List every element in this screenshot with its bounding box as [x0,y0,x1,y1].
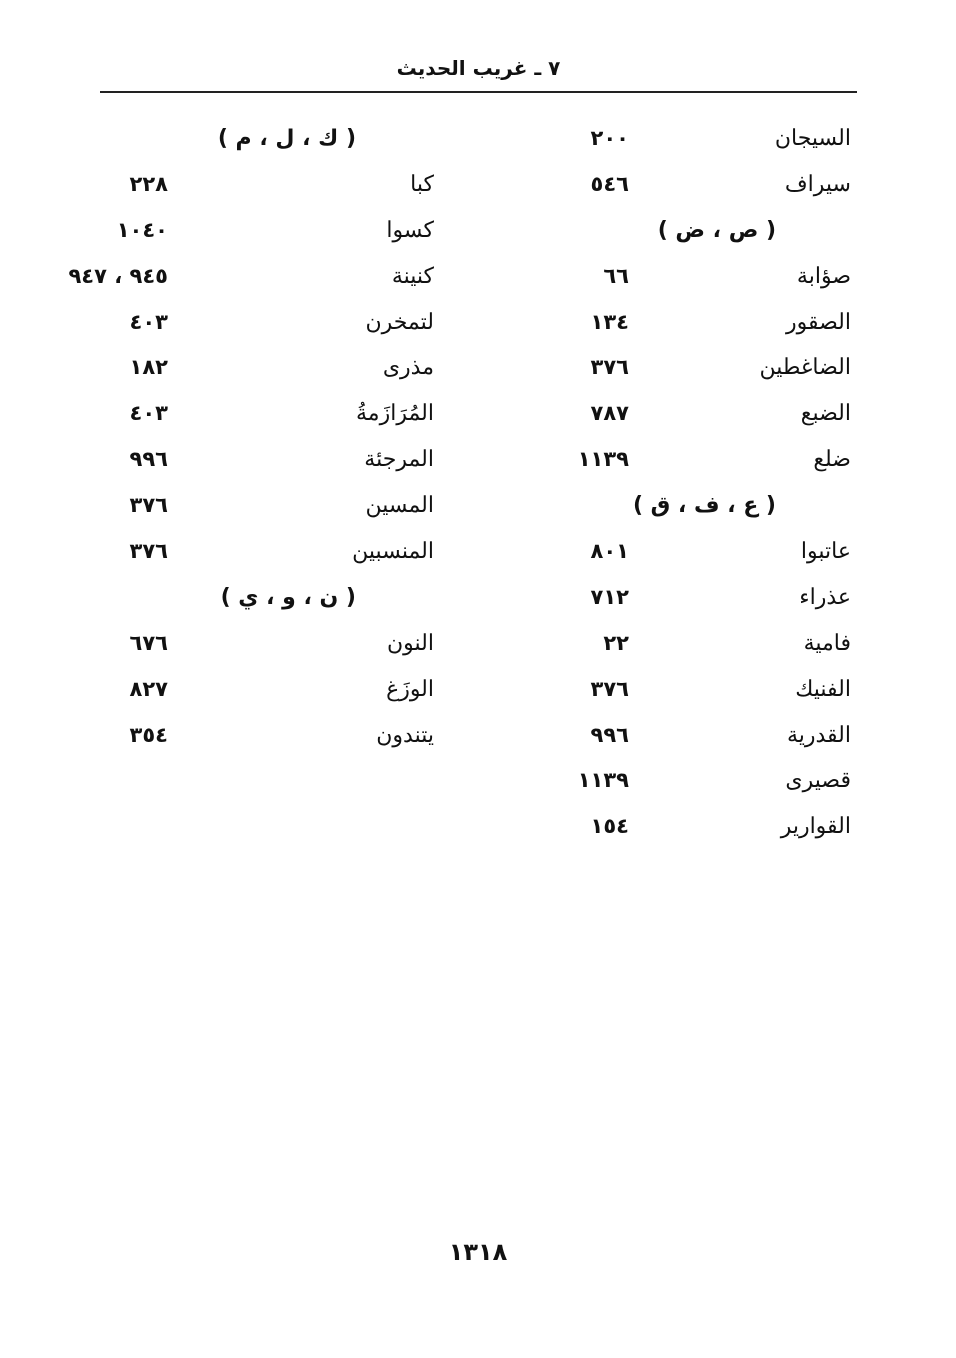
index-term: المُرَازَمةُ [356,401,434,427]
index-section-row [94,575,434,621]
index-entry [94,529,434,575]
index-page-reference: ٩٩٦ [129,447,168,472]
index-page-reference: ٤٠٣ [129,309,168,334]
index-term: الفنيك [795,676,851,702]
index-section-row [551,483,851,529]
index-term: فامية [803,630,851,656]
index-term: الصقور [785,309,851,335]
index-entry [551,437,851,483]
index-term: المرجئة [364,447,434,473]
index-column-left [68,116,434,758]
index-entry [551,621,851,667]
index-page-reference: ٥٤٦ [590,171,629,196]
index-entry [551,254,851,300]
index-entry [551,713,851,759]
index-term: عاتبوا [800,539,851,565]
index-page-reference: ٧١٢ [590,584,629,609]
index-term: لتمخرن [365,309,434,335]
index-term: المسين [365,493,434,519]
index-page-reference: ١٠٤٠ [116,217,168,242]
index-page-reference: ٩٩٦ [590,722,629,747]
index-term: يتندون [376,722,434,748]
index-page-reference: ٢٢ [603,630,629,655]
index-page-reference: ٤٠٣ [129,401,168,426]
index-page-reference: ٣٧٦ [590,355,629,380]
index-entry [551,804,851,850]
index-entry [551,575,851,621]
section-heading: ( ص ، ض ) [657,217,776,243]
index-page-reference: ٨٠١ [590,539,629,564]
index-section-row [94,116,434,162]
index-entry [94,483,434,529]
section-heading: ( ن ، و ، ي ) [220,584,356,610]
index-page-reference: ١٨٢ [129,355,168,380]
index-entry [551,345,851,391]
index-entry [551,300,851,346]
index-page-reference: ٣٧٦ [590,676,629,701]
index-term: كبا [410,171,434,197]
header-rule [100,91,857,93]
index-page-reference: ٦٦ [603,263,629,288]
index-term: النون [387,630,434,656]
index-page-reference: ٩٤٥ ، ٩٤٧ [68,263,168,288]
index-term: مذرى [382,355,434,381]
index-term: ضلع [813,447,851,473]
index-entry [94,667,434,713]
index-entry [551,162,851,208]
index-term: القوارير [780,814,851,840]
index-page-reference: ٣٧٦ [129,539,168,564]
index-term: كسوا [386,217,434,243]
index-entry [551,758,851,804]
index-page-reference: ١٥٤ [590,814,629,839]
index-entry [551,667,851,713]
index-page-reference: ٣٥٤ [129,722,168,747]
index-term: عذراء [799,584,851,610]
index-term: القدرية [786,722,851,748]
index-entry [94,162,434,208]
index-entry [94,621,434,667]
index-page-reference: ٢٠٠ [590,126,629,150]
index-term: الوزَغ [386,676,434,702]
index-page-reference: ٦٧٦ [129,630,168,655]
page-number: ١٣١٨ [448,1238,508,1266]
index-term: قصيرى [785,768,851,794]
index-section-row [551,208,851,254]
index-entry [94,208,434,254]
section-heading: ( ك ، ل ، م ) [217,126,356,151]
index-entry [68,254,434,300]
index-term: السيجان [774,126,851,151]
index-term: المنسبين [352,539,434,565]
index-entry [551,529,851,575]
index-entry [94,391,434,437]
page-header-title: ٧ ـ غريب الحديث [396,56,561,80]
index-page-reference: ١١٣٩ [577,447,629,472]
section-heading: ( ع ، ف ، ق ) [632,493,776,519]
index-term: الضاغطين [759,355,851,381]
index-entry [94,713,434,759]
index-page-reference: ٢٢٨ [129,171,168,196]
index-entry [94,345,434,391]
index-page-reference: ٧٨٧ [590,401,629,426]
index-column-right [551,116,851,850]
index-entry [551,391,851,437]
index-term: سيراف [784,171,851,197]
index-term: كنينة [391,263,434,289]
index-page-reference: ١٣٤ [590,309,629,334]
index-term: صؤابة [796,263,851,289]
index-page-reference: ٨٢٧ [129,676,168,701]
index-page-reference: ١١٣٩ [577,768,629,793]
index-entry [551,116,851,162]
index-term: الضبع [800,401,851,427]
index-page-reference: ٣٧٦ [129,493,168,518]
index-entry [94,437,434,483]
index-entry [94,300,434,346]
